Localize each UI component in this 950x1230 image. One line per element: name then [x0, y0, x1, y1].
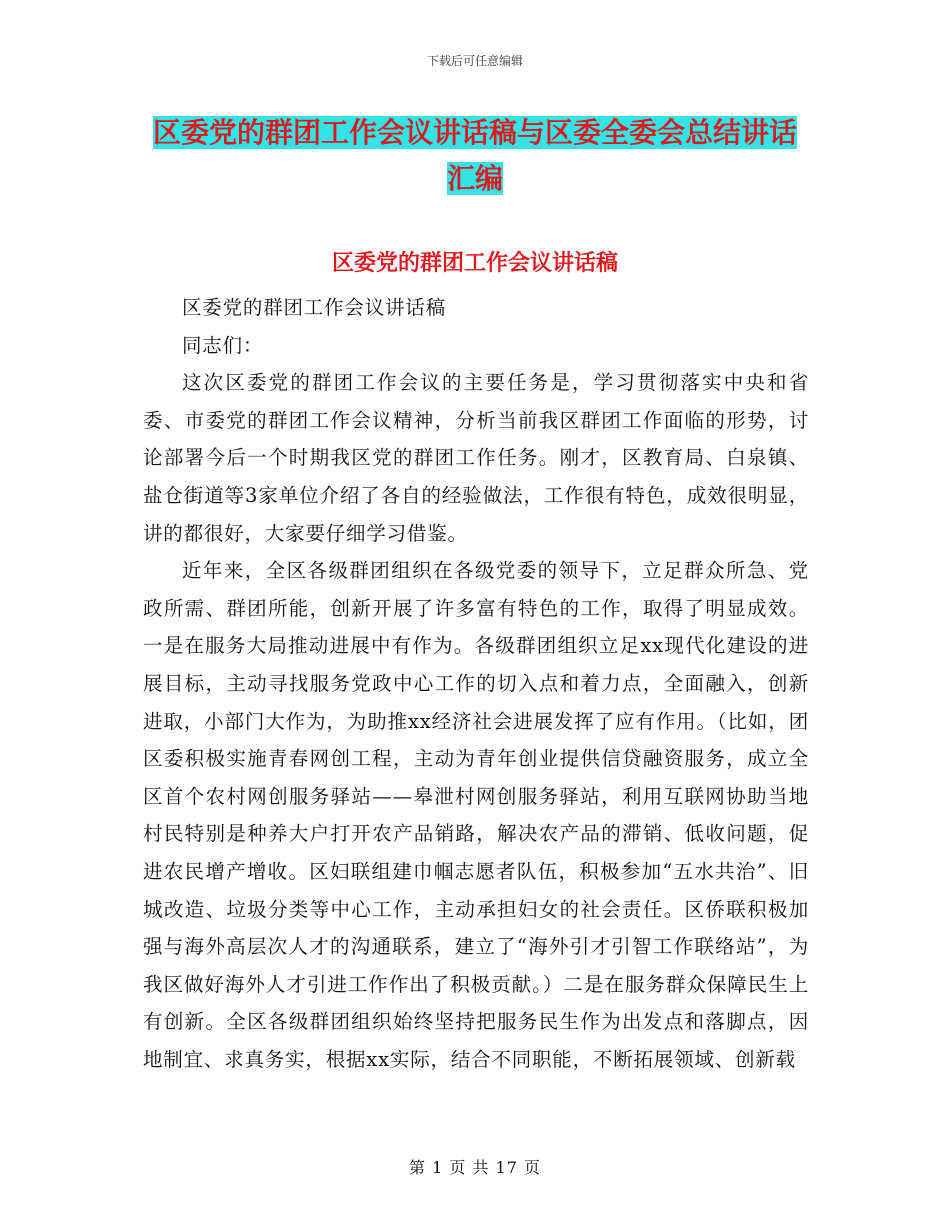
document-title — [140, 110, 810, 202]
document-body — [143, 289, 809, 1078]
page-footer: 第 1 页 共 17 页 — [409, 1158, 541, 1177]
paragraph-salutation: 同志们： — [182, 333, 264, 357]
paragraph-subtitle: 区委党的群团工作会议讲话稿 — [182, 296, 446, 319]
paragraph: 这次区委党的群团工作会议的主要任务是，学习贯彻落实中央和省委、市委党的群团工作会议精神，分析当前我区群团工作面临的形势，讨论部署今后一个时期我区党的群团工作任务。刚才，区教育局、白泉镇、盐仓街道等3家单位介绍了各自的经验做法，工作很有特色，成效很明显，讲的都很好，大家要仔细学习借鉴。 — [143, 371, 809, 545]
paragraph: 近年来，全区各级群团组织在各级党委的领导下，立足群众所急、党政所需、群团所能，创新开展了许多富有特色的工作，取得了明显成效。一是在服务大局推动进展中有作为。各级群团组织立足xx现代化建设的进展目标，主动寻找服务党政中心工作的切入点和着力点，全面融入，创新进取，小部门大作为，为助推xx经济社会进展发挥了应有作用。（比如，团区委积极实施青春网创工程，主动为青年创业提供信贷融资服务，成立全区首个农村网创服务驿站——皋泄村网创服务驿站，利用互联网协助当地村民特别是种养大户打开农产品销路，解决农产品的滞销、低收问题，促进农民增产增收。区妇联组建巾帼志愿者队伍，积极参加“五水共治”、旧城改造、垃圾分类等中心工作，主动承担妇女的社会责任。区侨联积极加强与海外高层次人才的沟通联系，建立了“海外引才引智工作联络站”，为我区做好海外人才引进工作作出了积极贡献。）二是在服务群众保障民生上有创新。全区各级群团组织始终坚持把服务民生作为出发点和落脚点，因地制宜、求真务实，根据xx实际，结合不同职能，不断拓展领域、创新载 — [143, 559, 809, 1071]
section-title: 区委党的群团工作会议讲话稿 — [331, 251, 618, 276]
header-note: 下载后可任意编辑 — [426, 54, 523, 68]
document-title-line-2: 汇编 — [446, 162, 503, 195]
document-title-line-1: 区委党的群团工作会议讲话稿与区委全委会总结讲话 — [152, 116, 797, 149]
